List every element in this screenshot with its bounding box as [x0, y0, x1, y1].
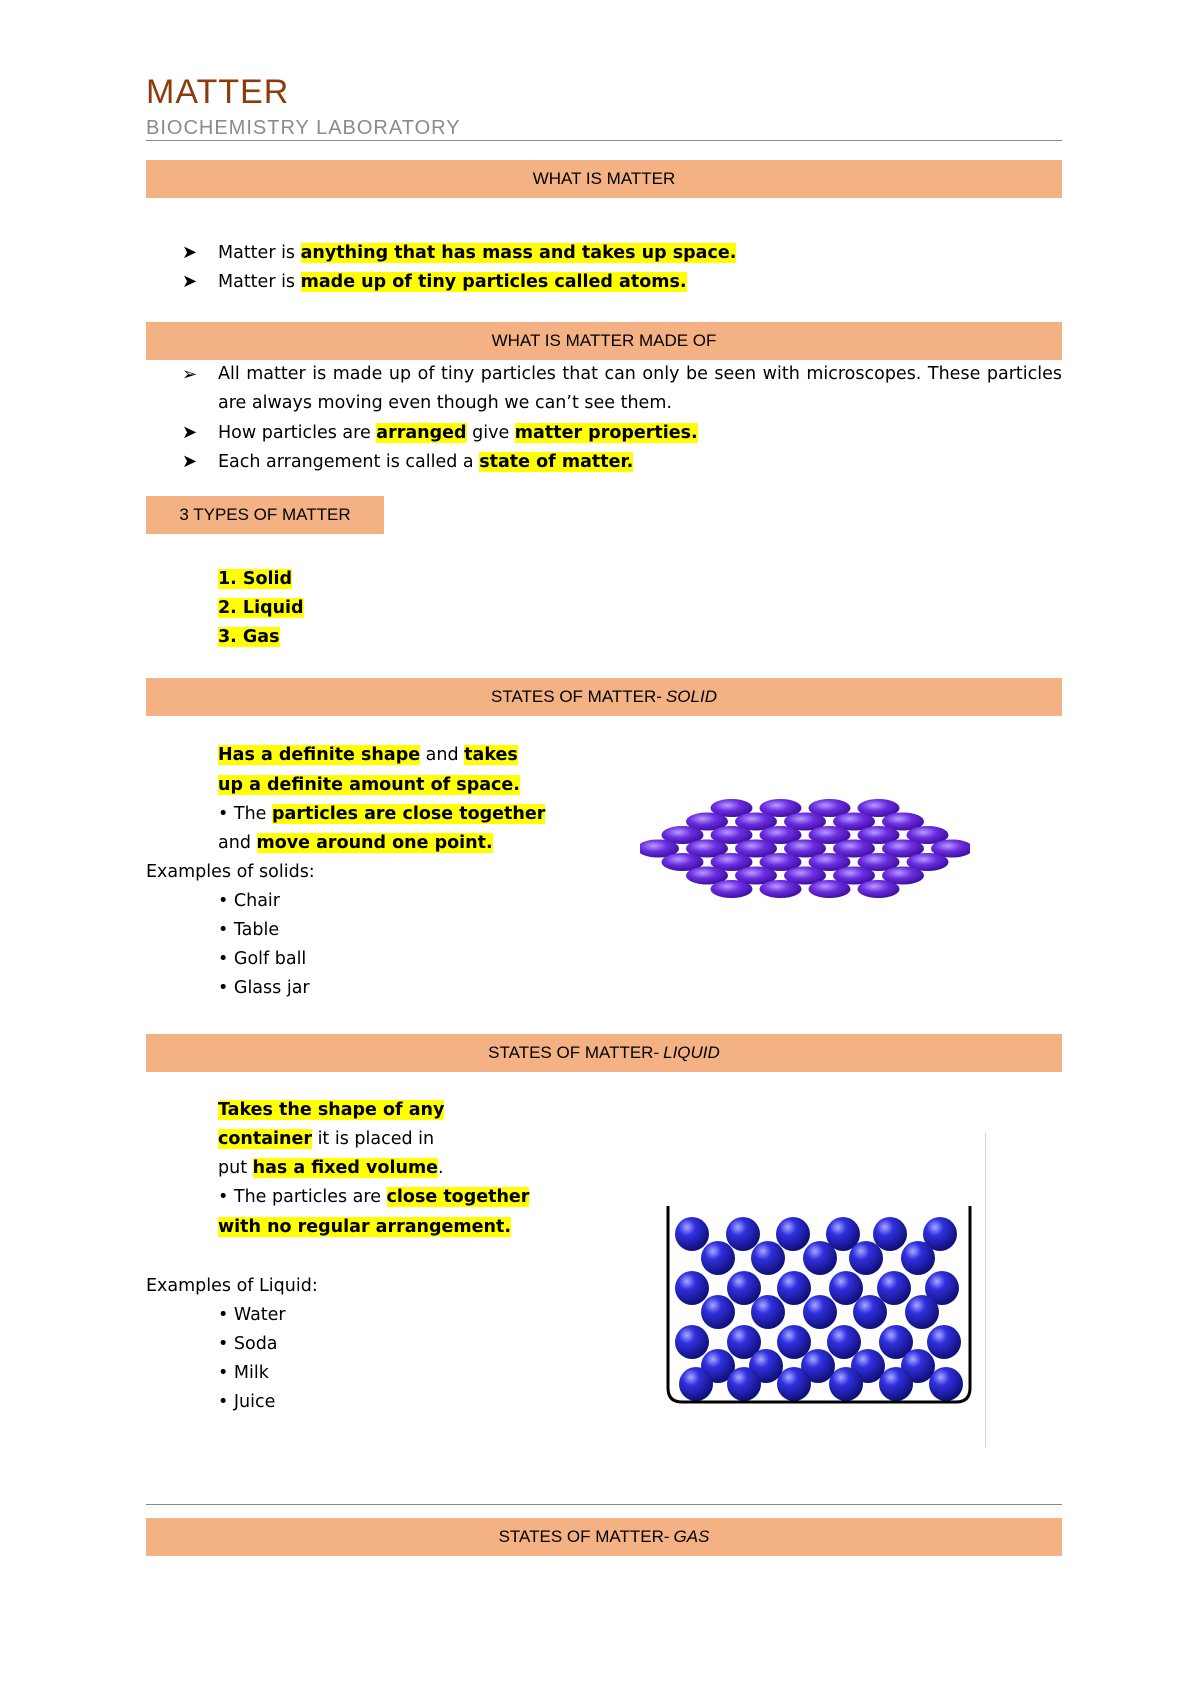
bullet-made-of-1 — [182, 360, 1062, 418]
liquid-particle — [727, 1271, 761, 1305]
liquid-particle — [849, 1241, 883, 1275]
solid-line-1: Has a definite shape and takes — [218, 745, 518, 765]
arrow-bullet-icon: ➤ — [182, 242, 198, 263]
bullet-what-is-2: ➤ Matter is made up of tiny particles called atoms. — [182, 267, 687, 297]
section-divider — [146, 1504, 1062, 1505]
liquid-line-1: Takes the shape of any — [218, 1100, 445, 1120]
section-heading-made-of — [146, 322, 1062, 360]
section-heading-text: WHAT IS MATTER — [532, 169, 676, 188]
list-item: • Golf ball — [218, 949, 307, 969]
arrow-bullet-icon: ➤ — [182, 271, 198, 292]
list-item: • Chair — [218, 891, 280, 911]
liquid-particle — [827, 1325, 861, 1359]
arrow-outline-bullet-icon: ➢ — [182, 364, 198, 385]
liquid-particle — [675, 1325, 709, 1359]
list-item: • Glass jar — [218, 978, 310, 998]
liquid-particle — [877, 1271, 911, 1305]
list-item: • Juice — [218, 1392, 276, 1412]
section-heading-text: WHAT IS MATTER MADE OF — [491, 331, 717, 350]
liquid-particle — [776, 1217, 810, 1251]
liquid-line-2: container it is placed in — [218, 1129, 435, 1149]
paragraph-made-of: All matter is made up of tiny particles that can only be seen with microscopes. These particles are always moving even though we can’t see them. — [218, 364, 1062, 413]
liquid-particle — [701, 1241, 735, 1275]
liquid-particle — [929, 1367, 963, 1401]
liquid-particle — [751, 1295, 785, 1329]
liquid-line-3: put has a fixed volume. — [218, 1158, 444, 1178]
solid-particle — [760, 880, 802, 898]
page-title: MATTER — [146, 73, 290, 111]
arrow-bullet-icon: ➤ — [182, 422, 198, 443]
type-item: 1. Solid — [218, 569, 293, 589]
liquid-particle — [727, 1367, 761, 1401]
section-heading-gas: STATES OF MATTER- GAS — [146, 1518, 1062, 1556]
liquid-particle — [726, 1217, 760, 1251]
solid-particles-illustration — [640, 790, 970, 920]
liquid-particle — [927, 1325, 961, 1359]
liquid-line-4: • The particles are close together — [218, 1187, 530, 1207]
liquid-line-5: with no regular arrangement. — [218, 1217, 511, 1237]
solid-particle — [711, 880, 753, 898]
section-heading-what-is-matter — [146, 160, 1062, 198]
liquid-particle — [879, 1367, 913, 1401]
liquid-particle — [829, 1271, 863, 1305]
liquid-particle — [901, 1241, 935, 1275]
arrow-bullet-icon: ➤ — [182, 451, 198, 472]
liquid-particle — [675, 1217, 709, 1251]
list-item: • Water — [218, 1305, 286, 1325]
page-subtitle: BIOCHEMISTRY LABORATORY — [146, 117, 461, 139]
solid-particle — [809, 880, 851, 898]
section-heading-solid: STATES OF MATTER- SOLID — [146, 678, 1062, 716]
bullet-made-of-3: ➤ Each arrangement is called a state of matter. — [182, 447, 633, 477]
list-item: • Milk — [218, 1363, 269, 1383]
liquid-particle — [777, 1325, 811, 1359]
solid-examples-label: Examples of solids: — [146, 862, 315, 882]
liquid-examples-label: Examples of Liquid: — [146, 1276, 318, 1296]
solid-particle — [858, 880, 900, 898]
image-border-line — [985, 1133, 986, 1448]
liquid-particle — [873, 1217, 907, 1251]
solid-line-2: up a definite amount of space. — [218, 775, 520, 795]
solid-line-4: and move around one point. — [218, 833, 493, 853]
type-item: 2. Liquid — [218, 598, 304, 618]
liquid-particle — [777, 1271, 811, 1305]
bullet-made-of-2: ➤ How particles are arranged give matter properties. — [182, 418, 698, 448]
list-item: • Soda — [218, 1334, 278, 1354]
section-heading-liquid: STATES OF MATTER- LIQUID — [146, 1034, 1062, 1072]
liquid-container-illustration — [660, 1200, 980, 1410]
section-heading-types — [146, 496, 384, 534]
liquid-particle — [853, 1295, 887, 1329]
liquid-particle — [905, 1295, 939, 1329]
liquid-particle — [777, 1367, 811, 1401]
type-item: 3. Gas — [218, 627, 280, 647]
solid-line-3: • The particles are close together — [218, 804, 546, 824]
liquid-particle — [803, 1241, 837, 1275]
section-heading-text: 3 TYPES OF MATTER — [179, 505, 351, 524]
list-item: • Table — [218, 920, 280, 940]
liquid-particle — [829, 1367, 863, 1401]
liquid-particle — [679, 1367, 713, 1401]
liquid-particle — [675, 1271, 709, 1305]
header-divider — [146, 140, 1062, 141]
bullet-what-is-1: ➤ Matter is anything that has mass and takes up space. — [182, 238, 736, 268]
liquid-particle — [751, 1241, 785, 1275]
liquid-particle — [803, 1295, 837, 1329]
liquid-particle — [701, 1295, 735, 1329]
